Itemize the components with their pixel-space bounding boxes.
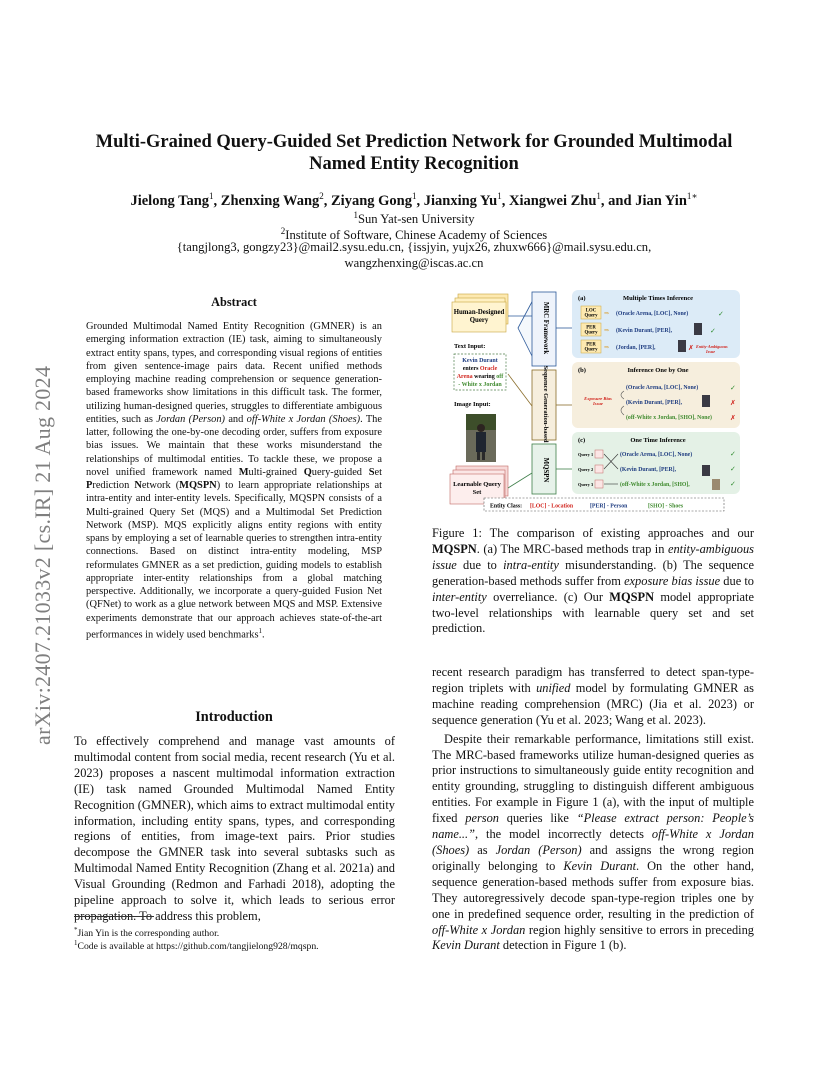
- abstract-text: etwork (: [141, 480, 180, 491]
- author-sup: 1: [497, 191, 502, 201]
- acronym-letter: N: [134, 480, 142, 491]
- query-1-label: Query 1: [578, 452, 594, 457]
- body-emphasis: off-White x Jordan (Shoes): [432, 827, 754, 857]
- body-text: Despite their remarkable performance, limitations still exist. The MRC-based frameworks utilize human-designed queries as prior instructions to simultaneously guide entity recognition and entity grounding, struggling to distinguish different ambiguous entities. For example in Figure 1 (a), with the input of multiple fixed: [432, 731, 754, 826]
- abstract-text: .: [262, 629, 265, 641]
- title-line-2: Named Entity Recognition: [309, 154, 519, 174]
- region-thumbnail: [702, 395, 710, 407]
- query-slot: [595, 480, 603, 488]
- footnote-text: Jian Yin is the corresponding author.: [77, 928, 220, 940]
- mqspn-label: MQSPN: [542, 457, 549, 483]
- arrow-icon: ⇒: [604, 311, 610, 317]
- affiliation-sup: 1: [353, 210, 358, 220]
- mrc-framework-label: MRC Framework: [542, 301, 549, 355]
- abstract-text: ulti-grained: [248, 466, 304, 478]
- body-emphasis: Jordan (Person): [495, 842, 582, 857]
- body-text: region highly sensitive to errors in preceding: [525, 922, 754, 937]
- caption-emphasis: entity-ambiguous issue: [432, 541, 754, 572]
- acronym-letter: M: [238, 466, 249, 478]
- caption-emphasis: exposure bias issue: [624, 573, 721, 588]
- check-icon: ✓: [718, 310, 724, 318]
- body-emphasis: “Please extract person: People’s name...”: [432, 811, 754, 842]
- author-sup: 1: [412, 191, 417, 201]
- author-name: Jian Yin: [635, 192, 687, 209]
- figure-caption: [432, 526, 754, 637]
- footnote-sup: *: [74, 926, 78, 934]
- footnote-text[interactable]: Code is available at https://github.com/tangjielong928/mqspn.: [77, 941, 319, 953]
- caption-text: misunderstanding. (b) The sequence generation-based methods suffer from: [432, 557, 754, 588]
- text-sample-2: enters: [462, 366, 479, 372]
- panel-a-result-3: (Jordan, [PER],: [616, 345, 656, 351]
- human-query-label: Human-Designed Query: [453, 309, 505, 324]
- right-column-body: [432, 665, 754, 954]
- region-thumbnail: [712, 479, 720, 490]
- image-input-label: Image Input:: [454, 401, 491, 408]
- acronym: MQSPN: [179, 480, 217, 491]
- query-3-label: Query 3: [578, 482, 594, 487]
- caption-emphasis: inter-entity: [432, 589, 487, 604]
- text-sample-5: wearing: [474, 374, 495, 380]
- caption-emphasis: intra-entity: [503, 557, 559, 572]
- query-2-label: Query 2: [578, 467, 594, 472]
- text-sample-4: Arena: [456, 374, 473, 380]
- caption-text: due to: [720, 573, 754, 588]
- text-input-label: Text Input:: [454, 343, 486, 350]
- caption-text: overreliance. (c) Our: [486, 589, 610, 604]
- text-sample-7: - White x Jordan: [458, 382, 502, 388]
- arrow-line: [508, 473, 532, 488]
- body-text: as: [469, 842, 496, 857]
- footnote-sup: 1: [74, 939, 78, 947]
- check-icon: ✓: [730, 465, 736, 473]
- panel-b-label: (b): [578, 367, 586, 374]
- body-text: model by formulating GMNER as machine reading comprehension (MRC) (Jia et al. 2023) or sequence generation (Yu et al. 2023; Wang et al. 2023).: [432, 680, 755, 727]
- author-separator: , and: [600, 192, 636, 209]
- footnote-2: [74, 937, 404, 953]
- author-name: Xiangwei Zhu: [508, 192, 597, 209]
- acronym-letter: P: [86, 480, 93, 491]
- abstract-emphasis: off-White x Jordan (Shoes): [246, 413, 361, 425]
- region-thumbnail: [702, 465, 710, 476]
- author-name: Ziyang Gong: [331, 192, 412, 209]
- exposure-bias-issue: Exposure Bias Issue: [584, 396, 612, 406]
- right-paragraph-2: [432, 732, 754, 955]
- panel-b-result-3: (off-White x Jordan, [SHO], None): [626, 415, 712, 421]
- learnable-query-label: Learnable Query Set: [453, 481, 501, 496]
- title-line-1: Multi-Grained Query-Guided Set Prediction Network for Grounded Multimodal: [95, 132, 733, 152]
- legend-title: Entity Class:: [490, 503, 523, 510]
- author-name: Zhenxing Wang: [220, 192, 320, 209]
- caption-bold: MQSPN: [609, 589, 655, 604]
- affiliation-text: Sun Yat-sen University: [358, 212, 475, 227]
- body-text: , the model incorrectly detects: [475, 827, 652, 842]
- arrow-icon: ⇒: [604, 328, 610, 334]
- text-sample-6: off: [496, 374, 504, 380]
- text-sample-2-line: [463, 366, 498, 372]
- body-text: detection in Figure 1 (b).: [499, 938, 627, 953]
- author-separator: ,: [416, 192, 424, 209]
- query-slot: [595, 450, 603, 458]
- abstract-text: uery-guided: [311, 466, 369, 478]
- cross-icon: ✗: [730, 414, 736, 422]
- check-icon: ✓: [730, 384, 736, 392]
- author-sup: 2: [319, 191, 324, 201]
- seqgen-label: Sequence Generation-based: [542, 365, 549, 443]
- panel-c-label: (c): [578, 437, 586, 444]
- legend-per: [PER] - Person: [590, 503, 628, 510]
- region-thumbnail: [694, 323, 702, 335]
- arrow-icon: ⇒: [604, 345, 610, 351]
- panel-b-result-2: (Kevin Durant, [PER],: [626, 400, 683, 406]
- loc-query-label: LOC Query: [584, 308, 598, 319]
- abstract-text: . The latter, following the one-by-one decoding order, suffers from exposure bias issues. We maintain that these works misunderstand the relationships of multimodal entities. To tackle these, we propose a novel unified framework named: [86, 413, 382, 478]
- check-icon: ✓: [730, 480, 736, 488]
- affiliation-sup: 2: [280, 226, 286, 236]
- caption-bold: MQSPN: [432, 541, 477, 556]
- panel-a-result-1: (Oracle Arena, [LOC], None): [616, 311, 689, 317]
- figure-1: [448, 288, 744, 514]
- body-emphasis: Kevin Durant: [563, 858, 637, 873]
- text-sample-3: Oracle: [479, 366, 498, 372]
- emails-line-2: wangzhenxing@iscas.ac.cn: [344, 256, 484, 270]
- panel-c-result-3: (off-White x Jordan, [SHO],: [620, 482, 690, 488]
- affiliation-text: Institute of Software, Chinese Academy of Sciences: [285, 228, 548, 243]
- query-slot: [595, 465, 603, 473]
- introduction-body: To effectively comprehend and manage vast amounts of multimodal content from social media, recent research (Yu et al. 2023) proposes a nascent multimodal information extraction (IE) task named Grounded Multimodal Named Entity Recognition (GMNER), which aims to extract multimodal entity information, including entity spans, types, and corresponding regions of entities, from image-text pairs. Prior studies decompose the GMNER task into several subtasks such as Multimodal Named Entity Recognition (Zhang et al. 2021a) and Visual Grounding (Redmon and Farhadi 2018), adopting the pipeline approach to solve it, which leads to serious error propagation. To address this problem,: [74, 734, 395, 923]
- input-photo: [466, 414, 496, 462]
- arrow-line: [508, 374, 532, 406]
- check-icon: ✓: [710, 327, 716, 335]
- abstract-text: Grounded Multimodal Named Entity Recognition (GMNER) is an emerging information extraction (IE) task, aiming to simultaneously extract entity spans, types, and corresponding visual regions of entities from given sentence-image pairs data. Recent unified methods employing machine reading comprehension or sequence generation-based frameworks show limitations in this difficult task. The former, utilizing human-designed queries, struggles to differentiate ambiguous entities, such as: [86, 321, 382, 425]
- caption-text: model appropriate two-level relationships with learnable query set and set prediction.: [432, 589, 754, 636]
- abstract-text: ) to learn appropriate relationships at intra-entity and inter-entity levels. Specifically, MQSPN consists of a Multi-grained Query Set (MQS) and a Multimodal Set Prediction Network (MSP). MQS explicitly aligns entity regions with entity spans by employing a set of learnable queries to strengthen intra-entity connections. Based on distinct intra-entity modeling, MSP reformulates GMNER as a set prediction, guiding models to establish appropriate inter-entity relationships from a global matching perspective. Additionally, we incorporate a query-guided Fusion Net (QFNet) to work as a glue network between MQS and MSP. Extensive experiments demonstrate that our approach achieves state-of-the-art performances in widely used benchmarks: [86, 480, 382, 641]
- abstract-text: et: [374, 466, 383, 478]
- panel-a-label: (a): [578, 295, 586, 302]
- author-sup: 1∗: [686, 191, 698, 201]
- caption-text: due to: [456, 557, 504, 572]
- acronym-letter: S: [368, 466, 375, 478]
- panel-b-title: Inference One by One: [627, 367, 689, 374]
- per-query-label: PER Query: [584, 325, 598, 336]
- body-text: recent research paradigm has transferred to detect span-type-region triplets with: [432, 665, 754, 695]
- body-text: and assigns the wrong region originally belonging to: [432, 842, 754, 873]
- per-query-label-2: PER Query: [584, 342, 598, 353]
- region-thumbnail: [678, 340, 686, 352]
- emails-line-1: {tangjlong3, gongzy23}@mail2.sysu.edu.cn, {issjyin, yujx26, zhuxw666}@mail.sysu.edu.cn,: [176, 240, 652, 254]
- abstract-text: and: [225, 413, 247, 425]
- human-query-text: Human-Designed: [453, 309, 505, 316]
- body-emphasis: unified: [536, 680, 571, 695]
- legend-loc: [LOC] - Location: [530, 503, 574, 510]
- abstract-body: [86, 320, 382, 641]
- caption-text: Figure 1: The comparison of existing approaches and our: [432, 526, 754, 540]
- entity-ambiguous-issue: Entity-Ambiguous Issue: [696, 344, 728, 354]
- acronym-letter: Q: [303, 466, 312, 478]
- panel-a-result-2: (Kevin Durant, [PER],: [616, 328, 673, 334]
- paper-title: [70, 131, 758, 175]
- abstract-heading: Abstract: [211, 295, 257, 309]
- panel-c-result-2: (Kevin Durant, [PER],: [620, 467, 677, 473]
- author-name: Jianxing Yu: [423, 192, 498, 209]
- cross-icon: ✗: [688, 344, 694, 352]
- human-query-stack: [452, 294, 508, 332]
- cross-icon: ✗: [730, 399, 736, 407]
- caption-text: . (a) The MRC-based methods trap in: [476, 541, 668, 556]
- arxiv-sidebar-id: arXiv:2407.21033v2 [cs.IR] 21 Aug 2024: [30, 365, 55, 745]
- author-sup: 1: [209, 191, 214, 201]
- author-separator: ,: [323, 192, 332, 209]
- body-text: . On the other hand, sequence generation-based methods suffer from exposure bias. They autoregressively decode span-type-region triples one by one in predefined sequence order, resulting in the prediction of: [432, 858, 754, 921]
- introduction-heading: Introduction: [195, 709, 273, 725]
- panel-c-title: One Time Inference: [630, 437, 686, 444]
- footnote-rule: [74, 916, 154, 917]
- mrc-framework-shape: [518, 298, 534, 360]
- panel-c-result-1: (Oracle Arena, [LOC], None): [620, 452, 693, 458]
- body-emphasis: off-White x Jordan: [432, 922, 526, 937]
- author-name: Jielong Tang: [130, 192, 210, 209]
- text-sample-1: Kevin Durant: [462, 358, 498, 364]
- body-emphasis: person: [465, 811, 499, 826]
- author-sup: 1: [596, 191, 601, 201]
- footnote-ref[interactable]: 1: [258, 626, 263, 635]
- right-paragraph-1: [432, 665, 754, 729]
- check-icon: ✓: [730, 450, 736, 458]
- body-emphasis: Kevin Durant: [432, 938, 500, 953]
- body-text: queries like: [498, 811, 577, 826]
- author-separator: ,: [213, 192, 221, 209]
- text-sample-4-line: [457, 374, 505, 380]
- panel-a-title: Multiple Times Inference: [622, 295, 694, 302]
- legend-sho: [SHO] - Shoes: [648, 503, 684, 510]
- abstract-text: rediction: [92, 480, 135, 491]
- abstract-emphasis: Jordan (Person): [156, 413, 225, 425]
- author-separator: ,: [501, 192, 509, 209]
- panel-b-result-1: (Oracle Arena, [LOC], None): [626, 385, 699, 391]
